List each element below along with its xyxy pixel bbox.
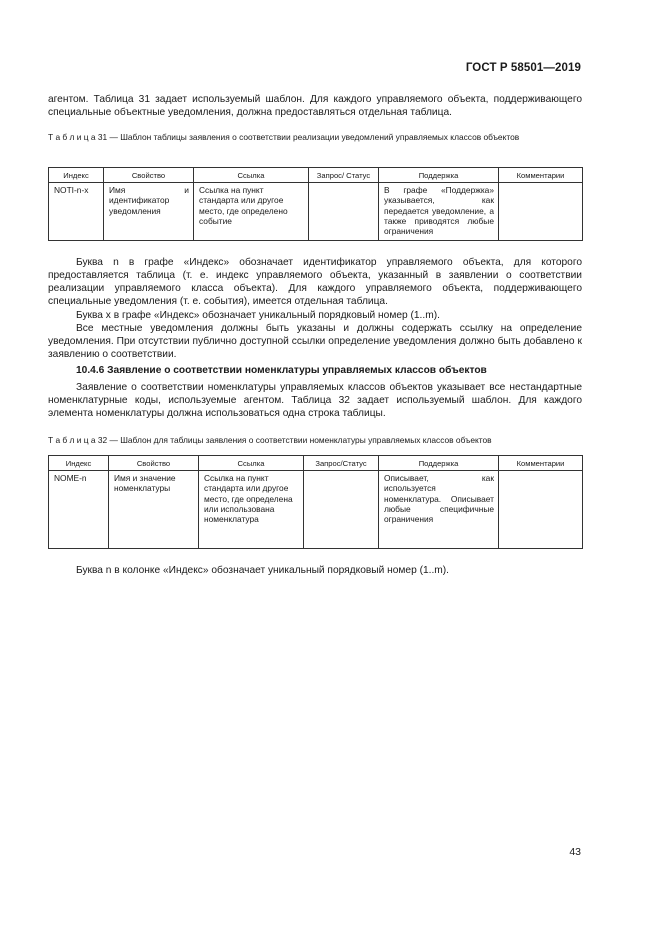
table32-cell-property: Имя и значение номенклатуры	[109, 471, 199, 549]
table31-cell-comments	[499, 183, 583, 241]
table-row	[49, 183, 583, 241]
table31-header-comments: Комментарии	[499, 168, 583, 183]
table31-cell-property: Имя и идентификатор уведомления	[104, 183, 194, 241]
table31-header-row	[49, 168, 583, 183]
table32-header-index: Индекс	[49, 456, 109, 471]
paragraph-index-x: Буква x в графе «Индекс» обозначает уникальный порядковый номер (1..m).	[76, 310, 440, 321]
table32-cell-index: NOME-n	[49, 471, 109, 549]
table31-caption: Т а б л и ц а 31 — Шаблон таблицы заявления о соответствии реализации уведомлений управляемых классов объектов	[48, 132, 520, 142]
table32-header-request-status: Запрос/Статус	[304, 456, 379, 471]
table32-cell-reference: Ссылка на пункт стандарта или другое место, где определена или использована номенклатура	[199, 471, 304, 549]
table31-cell-request-status	[309, 183, 379, 241]
table32-header-row	[49, 456, 583, 471]
table31-cell-reference: Ссылка на пункт стандарта или другое место, где определено событие	[194, 183, 309, 241]
section-paragraph: Заявление о соответствии номенклатуры управляемых классов объектов указывает все нестандартные номенклатурные коды, используемые агентом. Таблица 32 задает используемый шаблон. Для каждого элемента номенклатуры должна использоваться одна строка таблицы.	[48, 382, 582, 419]
table32-cell-comments	[499, 471, 583, 549]
table32-header-support: Поддержка	[379, 456, 499, 471]
table31-header-property: Свойство	[104, 168, 194, 183]
table31-cell-index: NOTI-n-x	[49, 183, 104, 241]
intro-paragraph: агентом. Таблица 31 задает используемый шаблон. Для каждого управляемого объекта, поддерживающего специальные объектные уведомления, должна предоставляться отдельная таблица.	[48, 94, 582, 118]
table32-header-reference: Ссылка	[199, 456, 304, 471]
table31	[48, 167, 583, 241]
table31-header-index: Индекс	[49, 168, 104, 183]
page-number: 43	[569, 846, 581, 858]
table31-header-request-status: Запрос/ Статус	[309, 168, 379, 183]
table32-header-property: Свойство	[109, 456, 199, 471]
table32-caption: Т а б л и ц а 32 — Шаблон для таблицы заявления о соответствии номенклатуры управляемых классов объектов	[48, 435, 492, 445]
table32	[48, 455, 583, 549]
table32-cell-request-status	[304, 471, 379, 549]
table-row	[49, 471, 583, 549]
closing-paragraph: Буква n в колонке «Индекс» обозначает уникальный порядковый номер (1..m).	[76, 565, 450, 576]
table31-cell-support: В графе «Поддержка» указывается, как передается уведомление, а также приводятся любые ограничения	[379, 183, 499, 241]
section-heading: 10.4.6 Заявление о соответствии номенклатуры управляемых классов объектов	[76, 365, 487, 376]
table32-cell-support: Описывает, как используется номенклатура. Описывает любые специфичные ограничения	[379, 471, 499, 549]
table31-header-support: Поддержка	[379, 168, 499, 183]
table32-header-comments: Комментарии	[499, 456, 583, 471]
paragraph-local-notifications: Все местные уведомления должны быть указаны и должны содержать ссылку на определение уведомления. При отсутствии публично доступной ссылки определение уведомления должно быть добавлено к заявлению о соответствии.	[48, 323, 582, 360]
table31-header-reference: Ссылка	[194, 168, 309, 183]
paragraph-index-n: Буква n в графе «Индекс» обозначает идентификатор управляемого объекта, для которого предоставляется таблица (т. е. индекс управляемого объекта, указанный в заявлении о соответствии реализации управляемого класса объекта). Для каждого управляемого объекта, поддерживающего специальные уведомления (т. е. события), имеется отдельная таблица.	[48, 257, 582, 307]
standard-code: ГОСТ Р 58501—2019	[465, 62, 581, 74]
